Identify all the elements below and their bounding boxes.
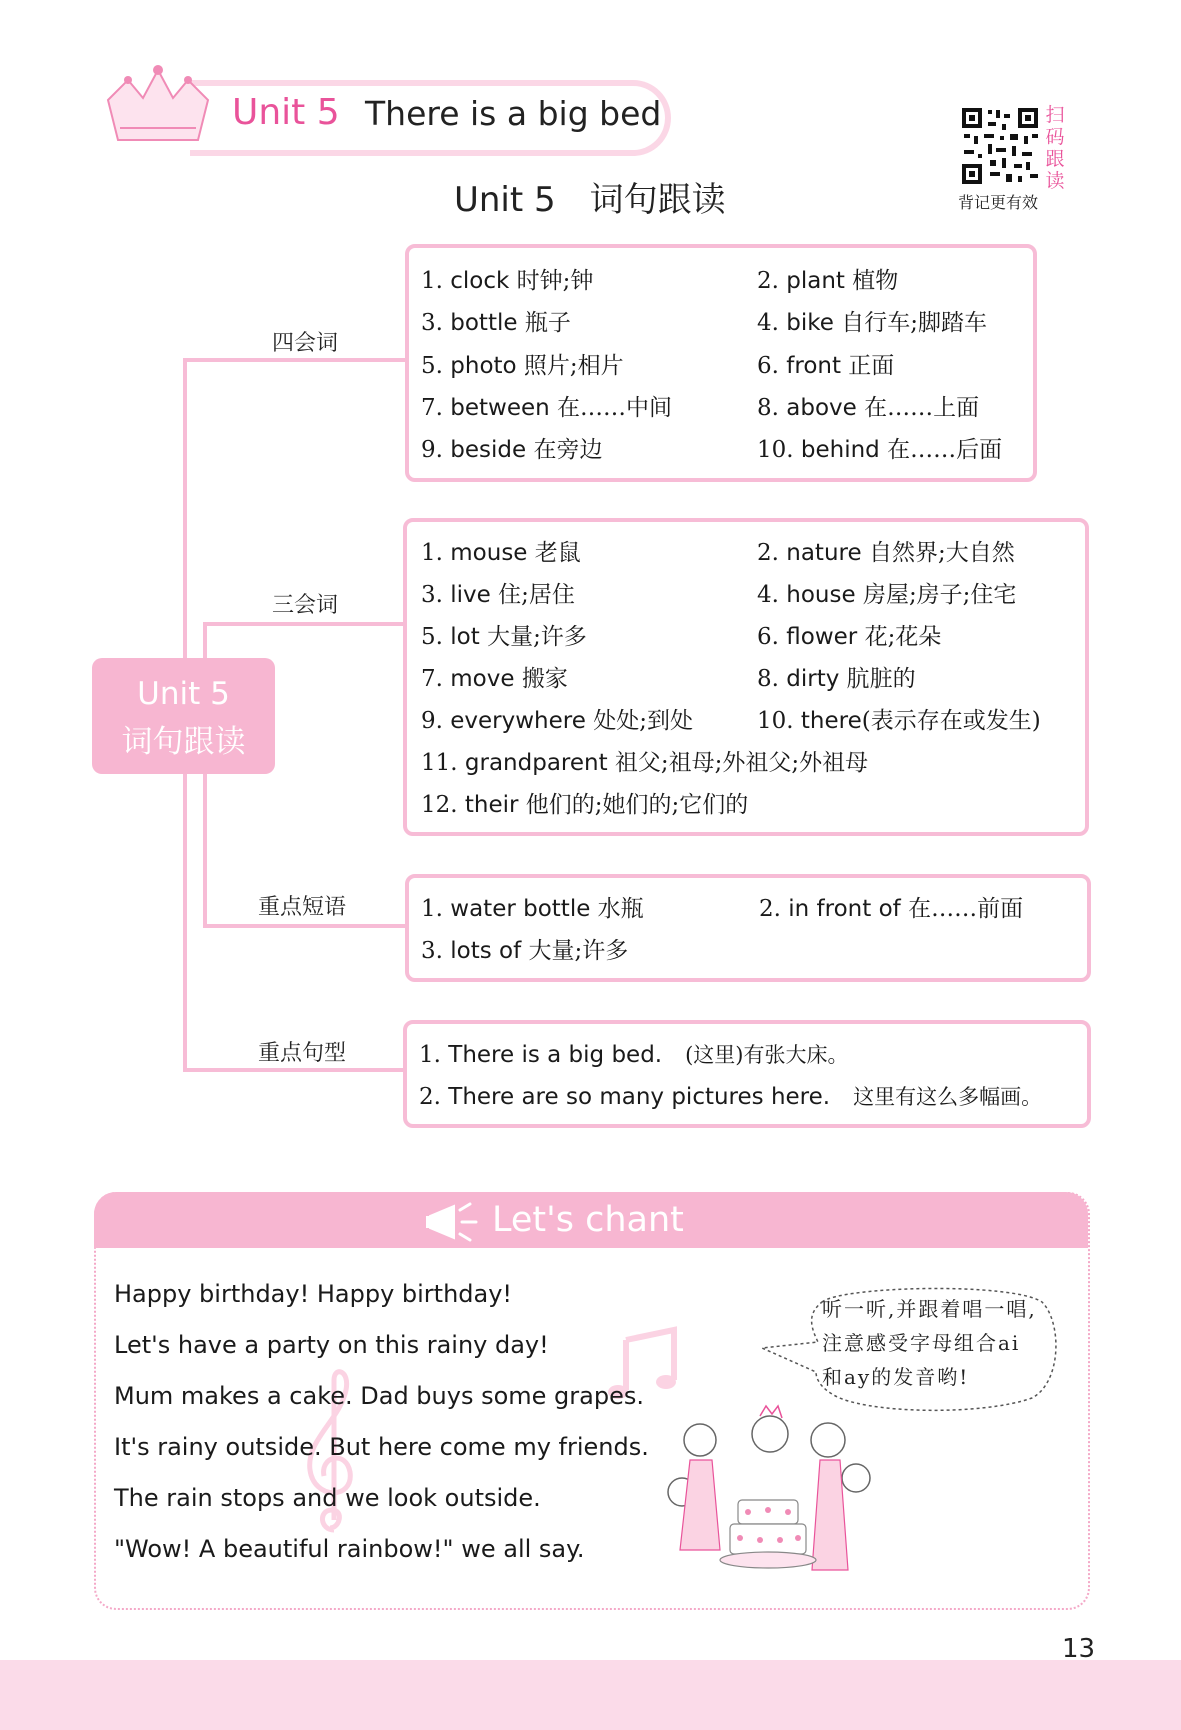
word-zh: 老鼠: [534, 540, 581, 566]
word-item: 6. front 正面: [757, 353, 895, 379]
word-en: dirty: [786, 666, 840, 692]
chant-line: Let's have a party on this rainy day!: [114, 1331, 549, 1359]
word-en: bottle: [450, 310, 518, 336]
page-title: Unit 5 词句跟读: [454, 180, 726, 220]
word-en: everywhere: [450, 708, 586, 734]
chant-line: Mum makes a cake. Dad buys some grapes.: [114, 1382, 644, 1410]
word-zh: 大量;许多: [487, 624, 587, 650]
word-item: 9. everywhere 处处;到处: [421, 708, 693, 734]
word-item: 6. flower 花;花朵: [757, 624, 942, 650]
word-zh: 祖父;祖母;外祖父;外祖母: [614, 750, 869, 776]
center-node-subtitle: 词句跟读: [121, 724, 246, 760]
word-en: live: [450, 582, 491, 608]
word-item: 10. behind 在……后面: [757, 437, 1003, 463]
word-en: move: [450, 666, 515, 692]
word-item: 1. clock 时钟;钟: [421, 268, 594, 294]
word-zh: 正面: [848, 353, 895, 379]
phrase-en: lots of: [450, 938, 522, 964]
word-zh: 住;居住: [498, 582, 575, 608]
word-item: 5. photo 照片;相片: [421, 353, 624, 379]
megaphone-icon: [424, 1198, 484, 1246]
connector: [203, 924, 406, 928]
word-en: between: [450, 395, 550, 421]
word-zh: 处处;到处: [593, 708, 693, 734]
word-item: 9. beside 在旁边: [421, 437, 603, 463]
word-en: clock: [450, 268, 510, 294]
bottom-band: [0, 1660, 1181, 1730]
word-item: 7. move 搬家: [421, 666, 568, 692]
phrase-zh: 在……前面: [908, 896, 1024, 922]
bubble-text: 听一听,并跟着唱一唱,注意感受字母组合ai和ay的发音哟!: [822, 1297, 1037, 1389]
connector: [203, 622, 403, 626]
word-item: 11. grandparent 祖父;祖母;外祖父;外祖母: [421, 750, 869, 776]
chant-line: "Wow! A beautiful rainbow!" we all say.: [114, 1535, 585, 1563]
sentence-item: 1. There is a big bed. (这里)有张大床。: [419, 1042, 849, 1068]
kids-birthday-illustration: [660, 1400, 880, 1590]
qr-side-label: [1044, 104, 1066, 192]
word-item: 12. their 他们的;她们的;它们的: [421, 792, 749, 818]
word-item: 8. dirty 肮脏的: [757, 666, 916, 692]
phrase-item: 3. lots of 大量;许多: [421, 938, 629, 964]
word-zh: 照片;相片: [523, 353, 624, 379]
word-en: nature: [786, 540, 862, 566]
sentence-en: There is a big bed.: [448, 1042, 663, 1068]
phrase-zh: 大量;许多: [528, 938, 629, 964]
qr-side-char: 扫: [1045, 104, 1065, 126]
word-item: 5. lot 大量;许多: [421, 624, 587, 650]
word-zh: 在旁边: [533, 437, 603, 463]
category-sentences: 重点句型: [258, 1041, 347, 1066]
word-item: 4. house 房屋;房子;住宅: [757, 582, 1017, 608]
category-three-skills: 三会词: [272, 593, 339, 618]
phrase-item: 1. water bottle 水瓶: [421, 896, 644, 922]
word-en: house: [786, 582, 856, 608]
qr-side-char: 读: [1045, 170, 1065, 192]
word-item: 3. bottle 瓶子: [421, 310, 571, 336]
word-zh: 花;花朵: [864, 624, 942, 650]
word-en: behind: [800, 437, 880, 463]
word-en: front: [786, 353, 841, 379]
word-zh: 自然界;大自然: [868, 540, 1015, 566]
word-item: 2. plant 植物: [757, 268, 899, 294]
crown-icon: [98, 60, 218, 150]
word-zh: 植物: [852, 268, 899, 294]
word-zh: (表示存在或发生): [861, 708, 1041, 734]
word-en: above: [786, 395, 857, 421]
word-en: grandparent: [464, 750, 608, 776]
phrase-en: in front of: [788, 896, 901, 922]
phrase-item: 2. in front of 在……前面: [759, 896, 1024, 922]
word-item: 3. live 住;居住: [421, 582, 575, 608]
word-item: 7. between 在……中间: [421, 395, 673, 421]
qr-side-char: 跟: [1045, 148, 1065, 170]
word-en: plant: [786, 268, 845, 294]
word-item: 2. nature 自然界;大自然: [757, 540, 1015, 566]
page-number: 13: [1062, 1634, 1096, 1664]
connector: [183, 1068, 403, 1072]
center-node-title: Unit 5: [137, 676, 230, 712]
word-en: mouse: [450, 540, 528, 566]
word-zh: 瓶子: [524, 310, 571, 336]
word-item: 10. there(表示存在或发生): [757, 708, 1041, 734]
word-en: beside: [450, 437, 527, 463]
chant-line: Happy birthday! Happy birthday!: [114, 1280, 513, 1308]
phrase-zh: 水瓶: [597, 896, 644, 922]
word-zh: 房屋;房子;住宅: [862, 582, 1017, 608]
qr-side-char: 码: [1045, 126, 1065, 148]
word-en: photo: [450, 353, 517, 379]
category-phrases: 重点短语: [258, 895, 347, 920]
connector: [183, 358, 406, 362]
word-zh: 肮脏的: [846, 666, 916, 692]
word-item: 1. mouse 老鼠: [421, 540, 581, 566]
category-four-skills: 四会词: [272, 331, 339, 356]
qr-code-icon[interactable]: [960, 106, 1040, 186]
word-zh: 在……上面: [864, 395, 980, 421]
phrase-en: water bottle: [450, 896, 591, 922]
unit-title: There is a big bed: [365, 94, 662, 133]
sentence-en: There are so many pictures here.: [448, 1084, 831, 1110]
word-en: flower: [786, 624, 858, 650]
word-en: their: [464, 792, 519, 818]
chant-line: It's rainy outside. But here come my friends.: [114, 1433, 649, 1461]
word-zh: 自行车;脚踏车: [841, 310, 987, 336]
word-item: 4. bike 自行车;脚踏车: [757, 310, 987, 336]
chant-title: Let's chant: [492, 1200, 684, 1240]
sentence-zh: 这里有这么多幅画。: [853, 1085, 1043, 1109]
word-en: there: [800, 708, 862, 734]
word-item: 8. above 在……上面: [757, 395, 980, 421]
word-zh: 搬家: [521, 666, 568, 692]
word-zh: 在……后面: [887, 437, 1003, 463]
word-zh: 他们的;她们的;它们的: [525, 792, 749, 818]
sentence-item: 2. There are so many pictures here. 这里有这么多幅画。: [419, 1084, 1043, 1110]
chant-line: The rain stops and we look outside.: [114, 1484, 541, 1512]
word-zh: 时钟;钟: [516, 268, 594, 294]
word-en: bike: [786, 310, 834, 336]
qr-caption: 背记更有效: [958, 193, 1039, 212]
unit-label: Unit 5: [232, 92, 340, 133]
word-zh: 在……中间: [557, 395, 673, 421]
word-en: lot: [450, 624, 480, 650]
sentence-zh: (这里)有张大床。: [685, 1043, 849, 1067]
